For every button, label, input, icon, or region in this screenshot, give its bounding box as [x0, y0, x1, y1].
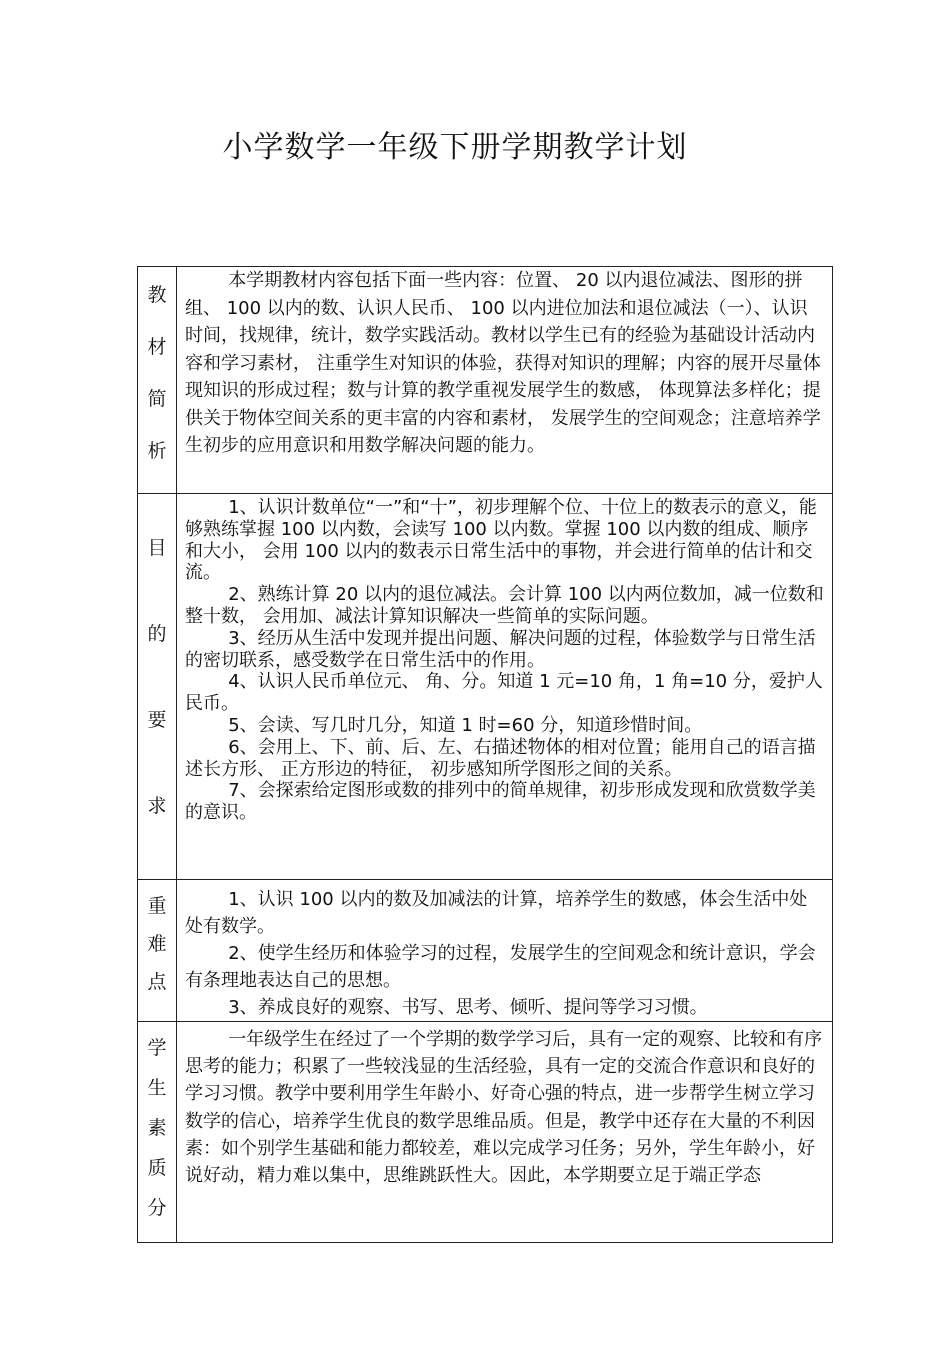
paragraph: 2、熟练计算 20 以内的退位减法。会计算 100 以内两位数加，减一位数和整十数， 会用加、减法计算知识解决一些简单的实际问题。 — [185, 584, 824, 627]
label-char: 生 — [147, 1077, 167, 1099]
table-row-textbook-analysis — [138, 267, 833, 494]
label-char: 要 — [147, 709, 167, 731]
row-label-textbook-analysis — [138, 267, 177, 494]
paragraph: 1、认识 100 以内的数及加减法的计算，培养学生的数感，体会生活中处处有数学。 — [185, 889, 808, 937]
label-char: 简 — [147, 388, 167, 410]
label-char: 素 — [147, 1117, 167, 1139]
paragraph: 5、会读、写几时几分，知道 1 时=60 分，知道珍惜时间。 — [228, 714, 703, 736]
paragraph: 6、会用上、下、前、后、左、右描述物体的相对位置；能用自己的语言描述长方形、 正方形边的特征， 初步感知所学图形之间的关系。 — [185, 736, 816, 780]
label-char: 质 — [147, 1157, 167, 1179]
label-char: 点 — [147, 971, 167, 993]
paragraph: 3、经历从生活中发现并提出问题、解决问题的过程，体验数学与日常生活的密切联系，感受数学在日常生活中的作用。 — [185, 627, 816, 671]
label-char: 析 — [147, 440, 167, 462]
row-content-student-analysis — [177, 1022, 833, 1243]
row-content-objectives — [177, 494, 833, 880]
paragraph: 2、使学生经历和体验学习的过程，发展学生的空间观念和统计意识，学会有条理地表达自己的思想。 — [185, 943, 816, 991]
paragraph: 3、养成良好的观察、书写、思考、倾听、提问等学习习惯。 — [228, 997, 708, 1018]
table-row-objectives — [138, 494, 833, 880]
row-content-textbook-analysis — [177, 267, 833, 494]
label-char: 难 — [147, 933, 167, 955]
paragraph: 一年级学生在经过了一个学期的数学学习后，具有一定的观察、比较和有序思考的能力；积累了一些较浅显的生活经验，具有一定的交流合作意识和良好的学习习惯。教学中要利用学生年龄小、好奇心强的特点，进一步帮学生树立学习数学的信心，培养学生优良的数学思维品质。但是，教学中还存在大量的不利因素：如个别学生基础和能力都较差，难以完成学习任务；另外，学生年龄小，好说好动，精力难以集中，思维跳跃性大。因此，本学期要立足于端正学态 — [185, 1029, 823, 1187]
teaching-plan-table — [137, 266, 833, 1243]
row-label-key-points — [138, 880, 177, 1022]
label-char: 分 — [147, 1197, 167, 1219]
page-title: 小学数学一年级下册学期教学计划 — [222, 130, 688, 165]
label-char: 的 — [147, 623, 167, 645]
paragraph: 4、认识人民币单位元、 角、分。知道 1 元=10 角，1 角=10 分，爱护人民币。 — [185, 671, 823, 715]
paragraph: 7、会探索给定图形或数的排列中的简单规律，初步形成发现和欣赏数学美的意识。 — [185, 780, 816, 824]
table-row-key-points — [138, 880, 833, 1022]
label-char: 学 — [147, 1037, 167, 1059]
table-row-student-analysis — [138, 1022, 833, 1243]
label-char: 材 — [147, 336, 167, 358]
label-char: 求 — [147, 795, 167, 817]
row-label-objectives — [138, 494, 177, 880]
label-char: 目 — [147, 537, 167, 559]
label-char: 重 — [147, 895, 167, 917]
paragraph: 本学期教材内容包括下面一些内容：位置、 20 以内退位减法、图形的拼组、 100 以内的数、认识人民币、 100 以内进位加法和退位减法（一）、认识时间，找规律，统计，数学实践活动。教材以学生已有的经验为基础设计活动内容和学习素材， 注重学生对知识的体验，获得对知识的理解；内容的展开尽量体现知识的形成过程；数与计算的教学重视发展学生的数感， 体现算法多样化；提供关于物体空间关系的更丰富的内容和素材， 发展学生的空间观念；注意培养学生初步的应用意识和用数学解决问题的能力。 — [185, 270, 821, 456]
paragraph: 1、认识计数单位“一”和“十”，初步理解个位、十位上的数表示的意义，能够熟练掌握 100 以内数，会读写 100 以内数。掌握 100 以内数的组成、顺序和大小， 会用 100 以内的数表示日常生活中的事物，并会进行简单的估计和交流。 — [185, 497, 817, 584]
row-label-student-analysis — [138, 1022, 177, 1243]
label-char: 教 — [147, 284, 167, 306]
row-content-key-points — [177, 880, 833, 1022]
